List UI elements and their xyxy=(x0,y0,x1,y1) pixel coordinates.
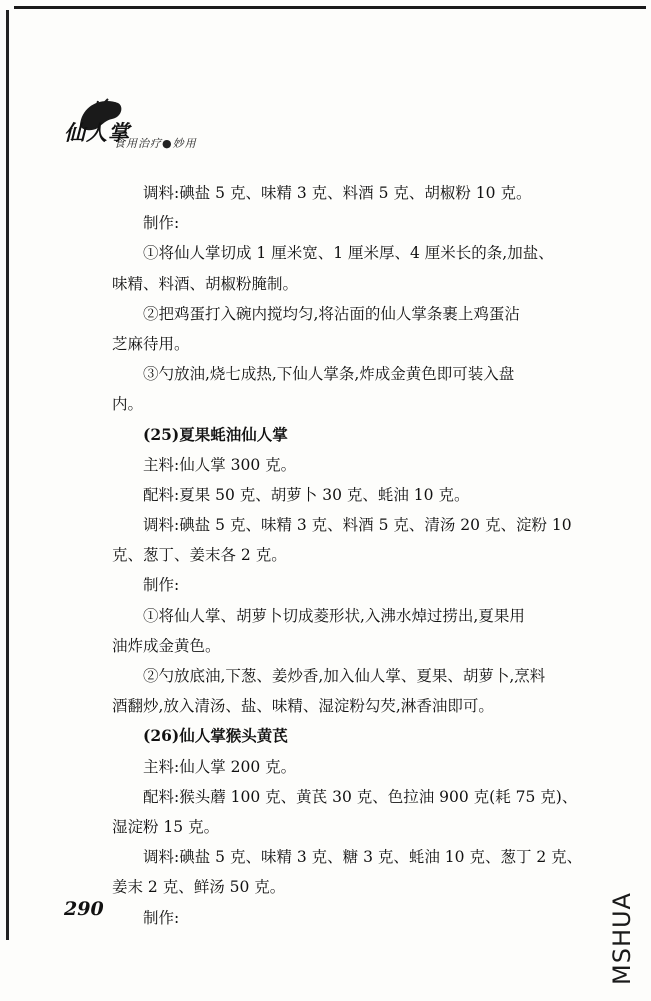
text-line: 调料:碘盐 5 克、味精 3 克、糖 3 克、蚝油 10 克、葱丁 2 克、 xyxy=(143,848,583,867)
text-line: ②勺放底油,下葱、姜炒香,加入仙人掌、夏果、胡萝卜,烹料 xyxy=(143,667,546,685)
text-line: 湿淀粉 15 克。 xyxy=(112,817,220,836)
watermark: MSHUA xyxy=(608,892,636,985)
page-number: 290 xyxy=(64,898,104,920)
text-line: 酒翻炒,放入清汤、盐、味精、湿淀粉勾芡,淋香油即可。 xyxy=(112,697,494,716)
left-border xyxy=(6,10,9,940)
text-line: 主料:仙人掌 300 克。 xyxy=(143,455,297,474)
text-line: 制作: xyxy=(143,214,180,233)
book-subtitle: 食用治疗●妙用 xyxy=(114,137,197,150)
text-line: 主料:仙人掌 200 克。 xyxy=(143,757,297,776)
text-line: 制作: xyxy=(143,576,180,595)
text-line: 配料:猴头蘑 100 克、黄芪 30 克、色拉油 900 克(耗 75 克)、 xyxy=(143,787,578,806)
text-line: 姜末 2 克、鲜汤 50 克。 xyxy=(112,878,286,897)
text-line: ①将仙人掌、胡萝卜切成菱形状,入沸水焯过捞出,夏果用 xyxy=(143,606,525,625)
section-heading: (26)仙人掌猴头黄芪 xyxy=(143,726,288,746)
text-line: 味精、料酒、胡椒粉腌制。 xyxy=(112,274,299,293)
page-body xyxy=(112,178,600,933)
text-line: 芝麻待用。 xyxy=(112,334,190,353)
text-line: 配料:夏果 50 克、胡萝卜 30 克、蚝油 10 克。 xyxy=(143,485,470,504)
book-title: 仙人掌 xyxy=(64,120,130,145)
text-line: 内。 xyxy=(112,395,144,414)
top-rule xyxy=(14,6,646,9)
text-line: 制作: xyxy=(143,908,180,927)
section-heading: (25)夏果蚝油仙人掌 xyxy=(143,424,288,444)
text-line: ③勺放油,烧七成热,下仙人掌条,炸成金黄色即可装入盘 xyxy=(143,365,515,384)
text-line: 克、葱丁、姜末各 2 克。 xyxy=(112,546,287,565)
text-line: 调料:碘盐 5 克、味精 3 克、料酒 5 克、清汤 20 克、淀粉 10 xyxy=(143,516,572,535)
text-line: ①将仙人掌切成 1 厘米宽、1 厘米厚、4 厘米长的条,加盐、 xyxy=(143,244,554,263)
text-line: 油炸成金黄色。 xyxy=(112,636,221,655)
header-logo xyxy=(50,95,250,155)
text-line: 调料:碘盐 5 克、味精 3 克、料酒 5 克、胡椒粉 10 克。 xyxy=(143,184,532,202)
text-line: ②把鸡蛋打入碗内搅均匀,将沾面的仙人掌条裹上鸡蛋沾 xyxy=(143,304,520,323)
